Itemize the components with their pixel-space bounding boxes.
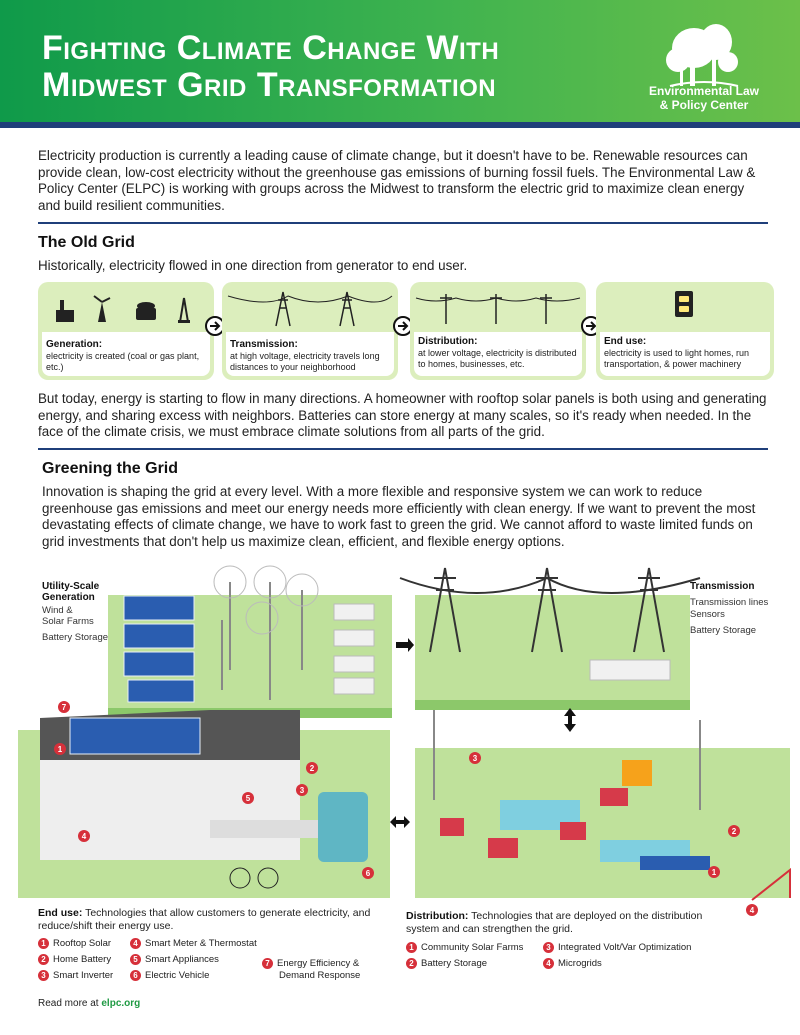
utility-scale-item: Wind & (42, 605, 73, 616)
marker-number: 6 (130, 970, 141, 981)
end-use-legend (38, 907, 378, 933)
svg-text:4: 4 (81, 832, 87, 841)
card-distribution-title: Distribution: (418, 336, 478, 347)
legend-item-continued: Demand Response (279, 970, 361, 981)
card-transmission (222, 282, 398, 380)
marker-number: 1 (406, 942, 417, 953)
greening-heading: Greening the Grid (42, 460, 179, 477)
svg-text:4: 4 (749, 906, 755, 915)
legend-item (38, 970, 113, 981)
read-more-text: Read more at (38, 998, 99, 1009)
transmission-item: Transmission lines (690, 597, 769, 608)
utility-scale-title-line-2: Generation (42, 592, 95, 603)
legend-item-label: Smart Meter & Thermostat (145, 938, 257, 950)
marker-number: 4 (543, 958, 554, 969)
org-name (634, 84, 774, 112)
legend-item-label: Microgrids (558, 958, 602, 970)
transmission-item: Battery Storage (690, 625, 757, 636)
power-plant-icons (52, 292, 202, 328)
card-distribution (410, 282, 586, 380)
greening-paragraph: Innovation is shaping the grid at every level. With a more flexible and responsive system we can work to reduce greenhouse gas emissions and meet our energy needs more efficiently with clean energy. If we want to prevent the most devastating effects of climate change, we have to work fast to green the grid. We cannot afford to waste limited funds on grid investments that don't help us maximize clean, efficient, and flexible energy options. (42, 484, 756, 549)
card-transmission-desc: at high voltage, electricity travels long distances to your neighborhood (230, 351, 380, 372)
legend-item (406, 958, 487, 969)
header-divider (0, 122, 800, 128)
org-name-line-2: & Policy Center (659, 98, 749, 112)
transmission-item: Sensors (690, 609, 725, 620)
old-grid-heading: The Old Grid (38, 234, 135, 251)
elpc-link[interactable]: elpc.org (101, 998, 141, 1009)
card-transmission-title: Transmission: (230, 339, 298, 350)
legend-item-label: Home Battery (53, 954, 112, 966)
svg-text:3: 3 (472, 754, 478, 763)
card-generation-desc: electricity is created (coal or gas plant, etc.) (46, 351, 200, 372)
title-line-1: Fighting Climate Change With (42, 29, 500, 67)
legend-item (38, 938, 111, 949)
card-end-use-title: End use: (604, 336, 647, 347)
end-use-description: Technologies that allow customers to generate electricity, and reduce/shift their energy use. (38, 907, 371, 932)
card-generation (38, 282, 214, 380)
card-generation-title: Generation: (46, 339, 103, 350)
utility-pole-icons (416, 288, 580, 326)
legend-item-label: Energy Efficiency & (277, 958, 360, 970)
transmission-tower-icons (228, 286, 392, 328)
svg-text:2: 2 (309, 764, 315, 773)
marker-number: 2 (406, 958, 417, 969)
title-line-2: Midwest Grid Transformation (42, 66, 497, 104)
distribution-legend (406, 910, 736, 936)
legend-item (406, 942, 523, 953)
legend-item (543, 958, 602, 969)
utility-scale-item: Battery Storage (42, 632, 109, 643)
utility-scale-title (42, 581, 99, 603)
marker-number: 7 (262, 958, 273, 969)
legend-item (130, 970, 209, 981)
marker-number: 4 (130, 938, 141, 949)
svg-text:3: 3 (299, 786, 305, 795)
svg-text:7: 7 (61, 703, 67, 712)
page-title (42, 30, 499, 104)
legend-item-label: Smart Appliances (145, 954, 219, 966)
legend-item (262, 958, 359, 969)
svg-text:6: 6 (365, 869, 371, 878)
utility-scale-title-line-1: Utility-Scale (42, 581, 100, 592)
svg-text:5: 5 (245, 794, 251, 803)
svg-text:2: 2 (731, 827, 737, 836)
intro-paragraph: Electricity production is currently a leading cause of climate change, but it doesn't have to be. Renewable resources can provide clean, low-cost electricity without the greenhouse gas emissions of burning fossil fuels. The Environmental Law & Policy Center (ELPC) is working with groups across the Midwest to transform the electric grid to maximize clean energy and build resilient communities. (38, 148, 756, 213)
legend-item (130, 938, 257, 949)
marker-number: 3 (543, 942, 554, 953)
legend-item (130, 954, 219, 965)
legend-item (543, 942, 691, 953)
distribution-description: Technologies that are deployed on the distribution system and can strengthen the grid. (406, 910, 703, 935)
legend-item-label: Smart Inverter (53, 970, 114, 982)
section-rule (38, 448, 768, 450)
card-end-use-desc: electricity is used to light homes, run transportation, & power machinery (604, 348, 750, 369)
legend-item-label: Battery Storage (421, 958, 488, 970)
marker-number: 3 (38, 970, 49, 981)
marker-number: 1 (38, 938, 49, 949)
card-end-use (596, 282, 774, 380)
legend-item-label: Electric Vehicle (145, 970, 210, 982)
svg-text:1: 1 (57, 745, 63, 754)
legend-item (38, 954, 111, 965)
outlet-icon (674, 290, 694, 318)
legend-item-label: Integrated Volt/Var Optimization (558, 942, 692, 954)
read-more (38, 998, 140, 1009)
legend-item-label: Community Solar Farms (421, 942, 524, 954)
svg-text:1: 1 (711, 868, 717, 877)
transmission-title: Transmission (690, 581, 755, 592)
section-rule (38, 222, 768, 224)
old-grid-conclusion: But today, energy is starting to flow in many directions. A homeowner with rooftop solar panels is both using and generating energy, and sharing excess with neighbors. Batteries can store energy at many scales, so it's ready when needed. In the face of the climate crisis, we must embrace climate solutions from all parts of the grid. (38, 391, 767, 439)
marker-number: 5 (130, 954, 141, 965)
legend-item-label: Rooftop Solar (53, 938, 112, 950)
marker-number: 2 (38, 954, 49, 965)
utility-scale-item: Solar Farms (42, 616, 94, 627)
distribution-label: Distribution: (406, 910, 469, 922)
card-distribution-desc: at lower voltage, electricity is distributed to homes, businesses, etc. (418, 348, 577, 369)
end-use-label: End use: (38, 907, 83, 919)
org-name-line-1: Environmental Law (648, 84, 760, 98)
old-grid-subtitle: Historically, electricity flowed in one direction from generator to end user. (38, 258, 468, 273)
